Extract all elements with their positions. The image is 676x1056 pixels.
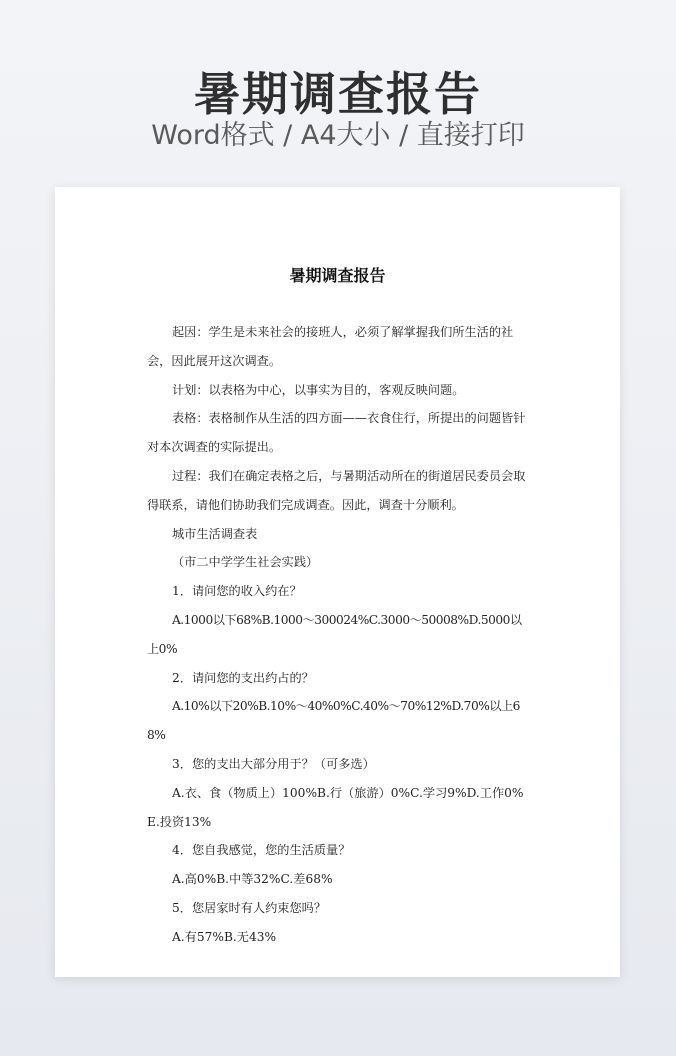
document-body <box>147 318 531 952</box>
answer-4: A.高0%B.中等32%C.差68% <box>172 872 333 887</box>
survey-title: 城市生活调查表 <box>172 526 258 541</box>
document-title: 暑期调查报告 <box>289 266 386 285</box>
question-5: 5．您居家时有人约束您吗？ <box>172 900 327 915</box>
answer-2: A.10%以下20%B.10%～40%0%C.40%～70%12%D.70%以上68% <box>147 699 520 743</box>
paragraph-plan: 计划：以表格为中心，以事实为目的，客观反映问题。 <box>172 382 465 397</box>
page-title: 暑期调查报告 <box>194 67 482 121</box>
question-4: 4．您自我感觉，您的生活质量？ <box>172 843 351 858</box>
survey-subtitle: （市二中学学生社会实践） <box>172 555 319 570</box>
answer-5: A.有57%B.无43% <box>172 929 277 944</box>
answer-1: A.1000以下68%B.1000～300024%C.3000～50008%D.5000以上0% <box>147 612 522 656</box>
page-subtitle: Word格式 / A4大小 / 直接打印 <box>151 120 525 151</box>
paragraph-table: 表格：表格制作从生活的四方面——衣食住行，所提出的问题皆针对本次调查的实际提出。 <box>147 411 526 455</box>
question-3: 3．您的支出大部分用于？（可多选） <box>172 756 375 771</box>
paragraph-process: 过程：我们在确定表格之后，与暑期活动所在的街道居民委员会取得联系，请他们协助我们完成调查。因此，调查十分顺利。 <box>147 468 526 512</box>
paragraph-cause: 起因：学生是未来社会的接班人，必须了解掌握我们所生活的社会，因此展开这次调查。 <box>147 325 514 368</box>
question-2: 2．请问您的支出约占的？ <box>172 670 314 685</box>
answer-3: A.衣、食（物质上）100%B.行（旅游）0%C.学习9%D.工作0%E.投资13% <box>147 785 524 829</box>
question-1: 1．请问您的收入约在？ <box>172 584 302 599</box>
